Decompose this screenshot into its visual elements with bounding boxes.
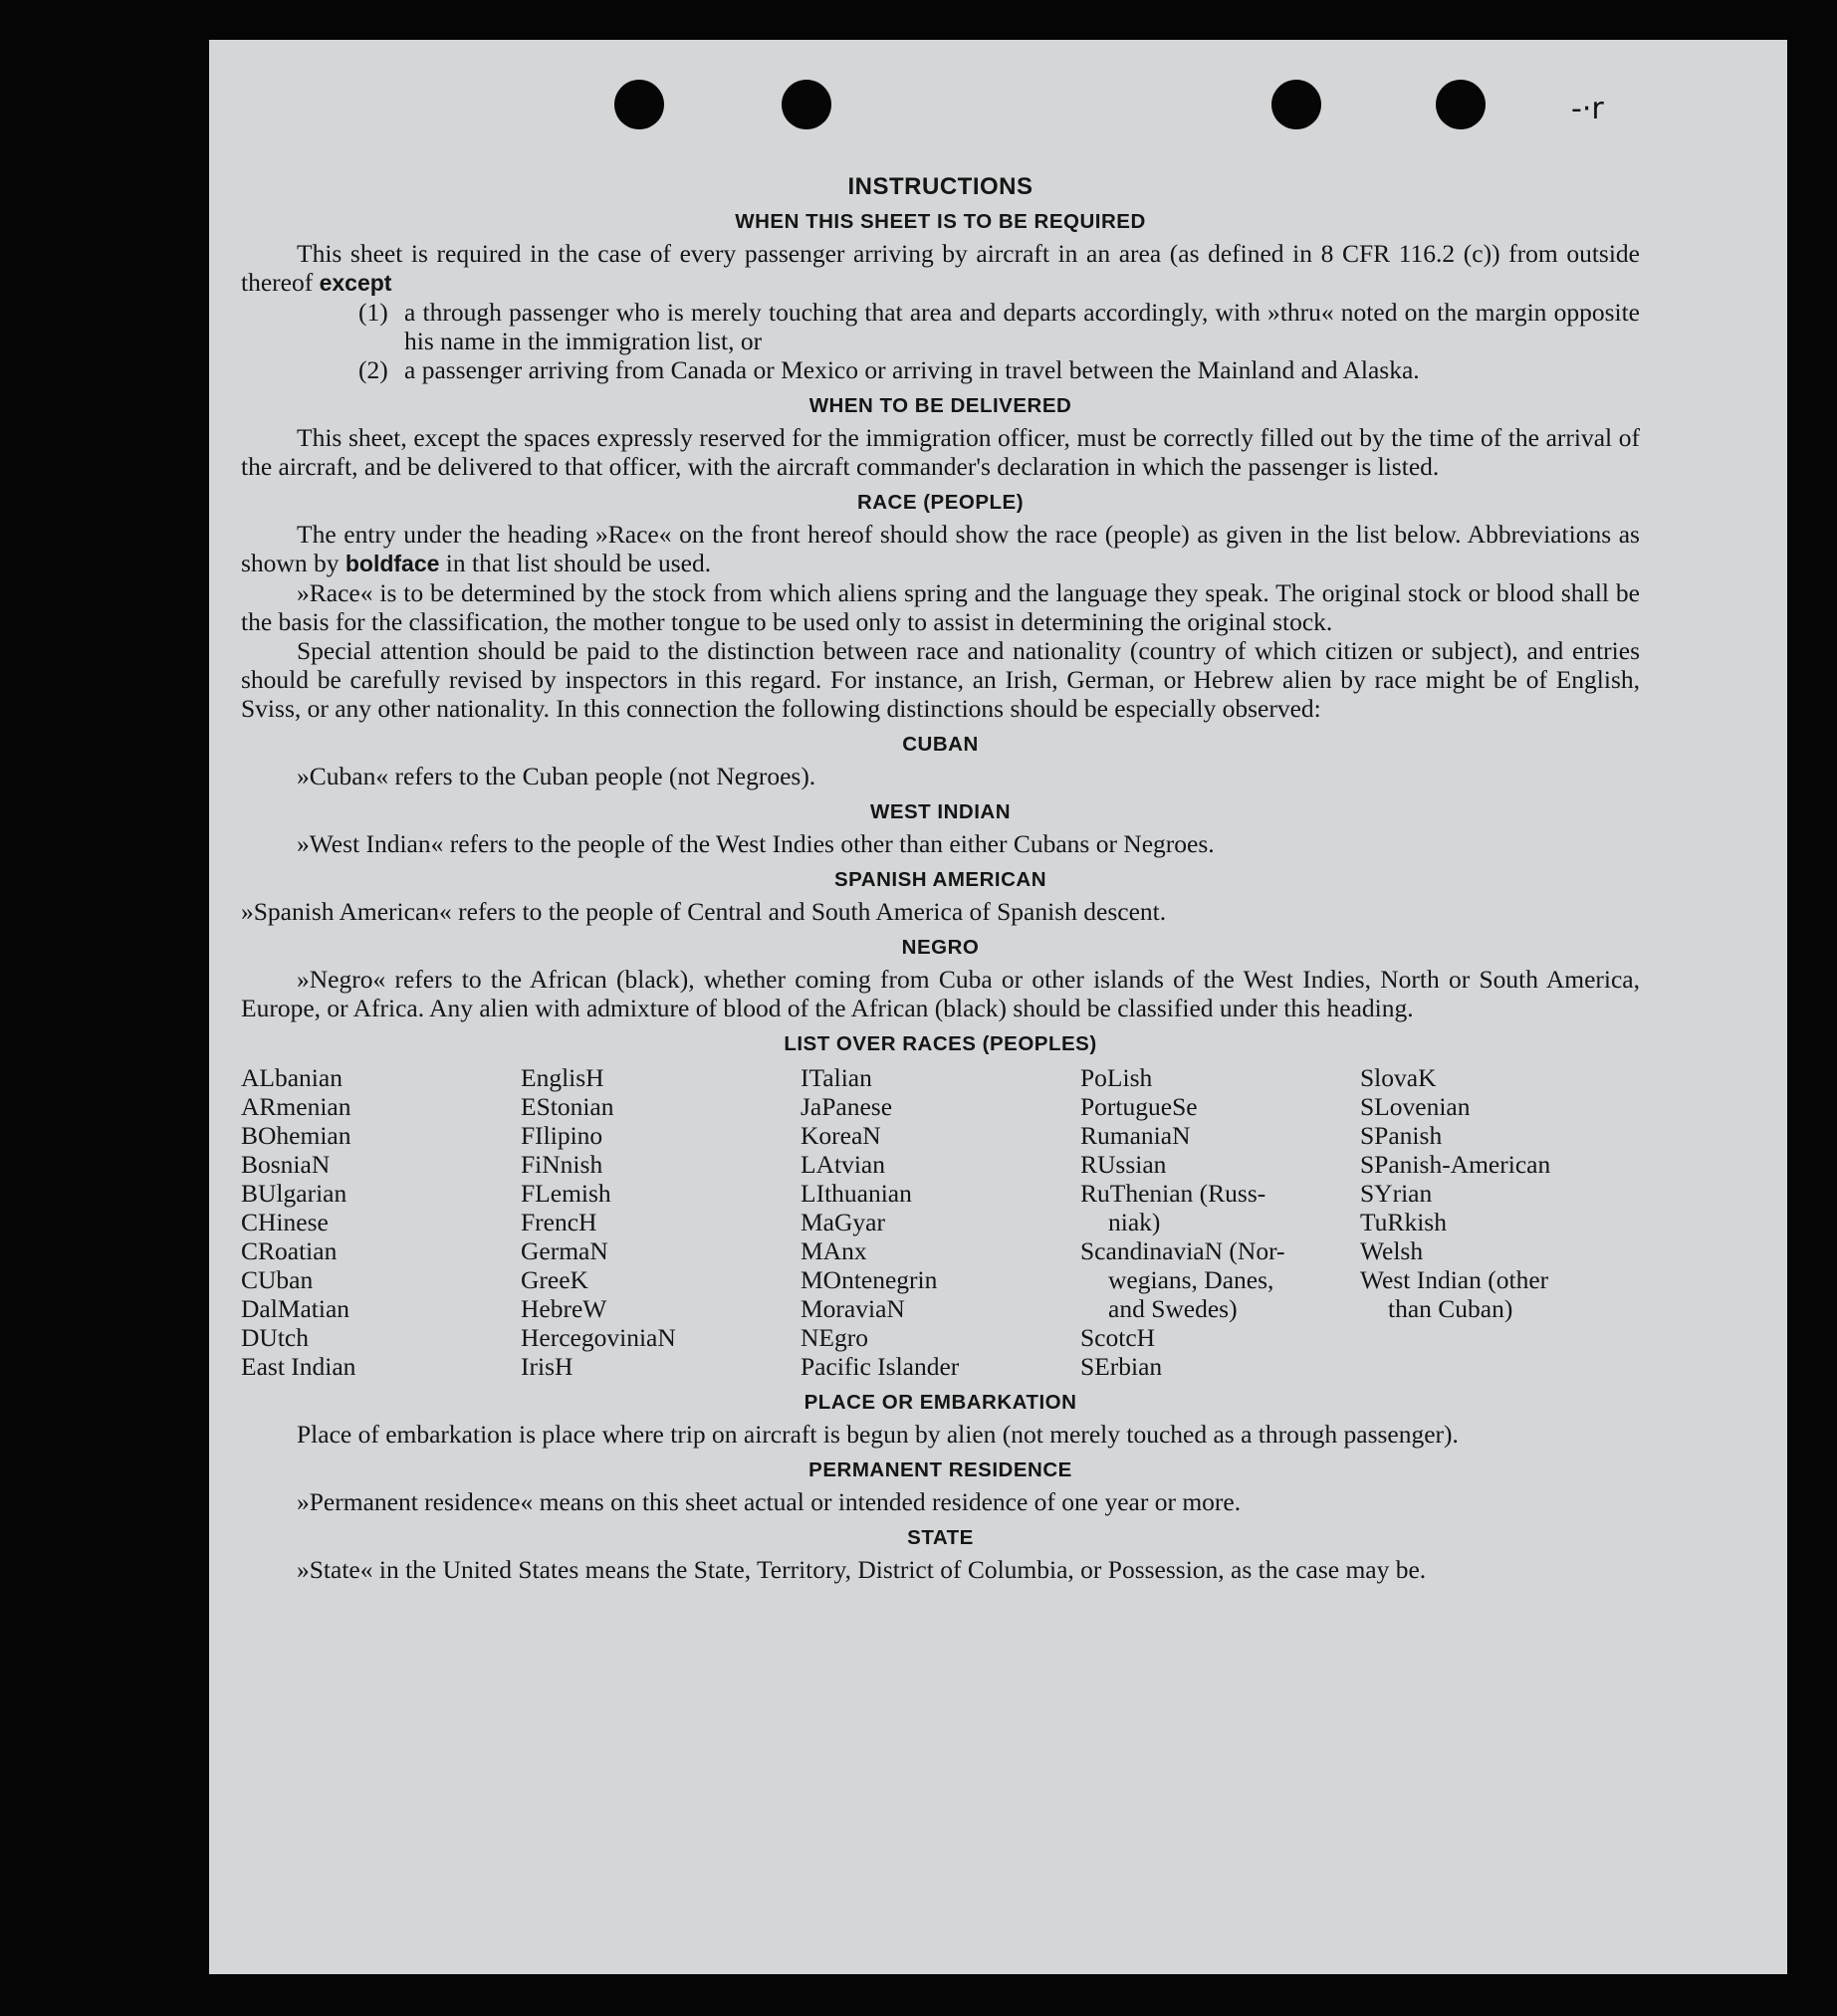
race-entry: BOhemian	[241, 1121, 351, 1150]
race-entry: SLovenian	[1360, 1092, 1471, 1121]
paragraph-state: »State« in the United States means the State, Territory, District of Columbia, or Possession, as the case may be.	[297, 1555, 1427, 1584]
race-entry: FLemish	[521, 1179, 611, 1208]
race-column-4	[1080, 1063, 1360, 1381]
race-entry: IrisH	[521, 1352, 574, 1381]
page-title: INSTRUCTIONS	[847, 173, 1033, 200]
race-entry: BosniaN	[241, 1150, 331, 1179]
race-list	[241, 1063, 1640, 1381]
race-column-2	[521, 1063, 801, 1381]
race-entry: FIlipino	[521, 1121, 603, 1150]
paragraph-permanent-residence: »Permanent residence« means on this sheet actual or intended residence of one year or more.	[297, 1487, 1242, 1516]
race-entry: ITalian	[801, 1063, 872, 1092]
paragraph-race-stock: »Race« is to be determined by the stock from which aliens spring and the language they speak. The original stock or blood shall be the basis for the classification, the mother tongue to be used only to assist in determining the original stock.	[241, 578, 1640, 636]
race-entry: CUban	[241, 1265, 314, 1294]
race-entry: West Indian (other	[1360, 1265, 1549, 1294]
paragraph-negro: »Negro« refers to the African (black), whether coming from Cuba or other islands of the West Indies, North or South America, Europe, or Africa. Any alien with admixture of blood of the African (black) should be classified under this heading.	[241, 965, 1640, 1022]
race-entry: JaPanese	[801, 1092, 893, 1121]
list-item	[358, 298, 1640, 355]
punch-hole	[1271, 80, 1321, 129]
race-entry: RuThenian (Russ-	[1080, 1179, 1266, 1208]
race-entry: SPanish	[1360, 1121, 1443, 1150]
heading-spanish-american: SPANISH AMERICAN	[833, 868, 1046, 891]
paragraph-embarkation: Place of embarkation is place where trip on aircraft is begun by alien (not merely touched as a through passenger).	[297, 1420, 1459, 1449]
race-entry: SErbian	[1080, 1352, 1163, 1381]
race-entry: CRoatian	[241, 1236, 338, 1265]
list-item	[358, 355, 1640, 384]
item-number: (1)	[358, 298, 388, 327]
race-entry-continuation: and Swedes)	[1108, 1294, 1238, 1323]
instruction-sheet	[209, 40, 1787, 1974]
race-entry: PoLish	[1080, 1063, 1153, 1092]
race-entry: GreeK	[521, 1265, 588, 1294]
heading-when-required: WHEN THIS SHEET IS TO BE REQUIRED	[735, 210, 1146, 233]
heading-cuban: CUBAN	[902, 733, 979, 756]
race-entry: SlovaK	[1360, 1063, 1437, 1092]
race-entry: SYrian	[1360, 1179, 1433, 1208]
race-entry: Pacific Islander	[801, 1352, 960, 1381]
punch-hole	[782, 80, 831, 129]
race-entry: TuRkish	[1360, 1208, 1447, 1236]
race-entry: FiNnish	[521, 1150, 603, 1179]
item-number: (2)	[358, 355, 388, 384]
race-entry: Welsh	[1360, 1236, 1424, 1265]
instructions-text	[241, 174, 1640, 1584]
race-entry-boldface: boldface	[344, 551, 440, 576]
race-entry-continuation: than Cuban)	[1388, 1294, 1513, 1323]
paragraph-cuban: »Cuban« refers to the Cuban people (not Negroes).	[297, 762, 816, 790]
heading-state: STATE	[907, 1526, 974, 1549]
race-entry: MoraviaN	[801, 1294, 905, 1323]
race-entry: KoreaN	[801, 1121, 881, 1150]
race-entry: PortugueSe	[1080, 1092, 1198, 1121]
race-entry: GermaN	[521, 1236, 608, 1265]
race-column-3	[801, 1063, 1080, 1381]
paragraph-requirement	[241, 239, 1640, 298]
race-entry: ScandinaviaN (Nor-	[1080, 1236, 1285, 1265]
race-entry: RumaniaN	[1080, 1121, 1191, 1150]
item-text: a through passenger who is merely touching that area and departs accordingly, with »thru« noted on the margin opposite his name in the immigration list, or	[404, 298, 1640, 355]
race-entry: LIthuanian	[801, 1179, 912, 1208]
heading-embarkation: PLACE OR EMBARKATION	[804, 1391, 1077, 1414]
requirement-text: This sheet is required in the case of every passenger arriving by aircraft in an area (as defined in 8 CFR 116.2 (c)) from outside thereof	[241, 239, 1640, 297]
paragraph-delivery: This sheet, except the spaces expressly reserved for the immigration officer, must be correctly filled out by the time of the arrival of the aircraft, and be delivered to that officer, with the aircraft commander's declaration in which the passenger is listed.	[241, 423, 1640, 481]
handwritten-margin-mark: -·r	[1571, 92, 1604, 126]
race-entry: EnglisH	[521, 1063, 604, 1092]
race-column-1	[241, 1063, 521, 1381]
race-entry: LAtvian	[801, 1150, 885, 1179]
heading-when-delivered: WHEN TO BE DELIVERED	[808, 394, 1072, 417]
race-entry: EStonian	[521, 1092, 614, 1121]
race-entry-continuation: wegians, Danes,	[1108, 1265, 1274, 1294]
race-entry: HercegoviniaN	[521, 1323, 676, 1352]
race-entry: East Indian	[241, 1352, 356, 1381]
paragraph-spanish-american: »Spanish American« refers to the people of Central and South America of Spanish descent.	[241, 897, 1167, 926]
race-entry-text: The entry under the heading »Race« on the front hereof should show the race (people) as given in the list below. Abbreviations as shown by	[241, 520, 1640, 577]
item-text: a passenger arriving from Canada or Mexico or arriving in travel between the Mainland and Alaska.	[404, 355, 1420, 384]
race-entry: SPanish-American	[1360, 1150, 1551, 1179]
race-entry: HebreW	[521, 1294, 607, 1323]
race-entry: CHinese	[241, 1208, 329, 1236]
heading-west-indian: WEST INDIAN	[869, 800, 1012, 823]
race-entry: MOntenegrin	[801, 1265, 938, 1294]
requirement-except: except	[319, 270, 392, 296]
heading-race-list: LIST OVER RACES (PEOPLES)	[784, 1032, 1097, 1055]
race-column-5	[1360, 1063, 1640, 1381]
punch-hole	[614, 80, 664, 129]
race-entry: FrencH	[521, 1208, 597, 1236]
race-entry: ScotcH	[1080, 1323, 1156, 1352]
race-entry: ARmenian	[241, 1092, 351, 1121]
race-entry: RUssian	[1080, 1150, 1167, 1179]
paragraph-west-indian: »West Indian« refers to the people of the West Indies other than either Cubans or Negroes.	[297, 829, 1215, 858]
heading-race: RACE (PEOPLE)	[856, 491, 1025, 514]
race-entry: DUtch	[241, 1323, 309, 1352]
race-entry: NEgro	[801, 1323, 868, 1352]
paragraph-race-entry	[241, 520, 1640, 578]
race-entry: BUlgarian	[241, 1179, 347, 1208]
race-entry: DalMatian	[241, 1294, 350, 1323]
race-entry: MaGyar	[801, 1208, 885, 1236]
race-entry: ALbanian	[241, 1063, 343, 1092]
heading-permanent-residence: PERMANENT RESIDENCE	[808, 1458, 1072, 1481]
race-entry: MAnx	[801, 1236, 867, 1265]
heading-negro: NEGRO	[901, 936, 980, 959]
race-entry-text-end: in that list should be used.	[445, 549, 712, 577]
paragraph-race-nationality: Special attention should be paid to the distinction between race and nationality (country of which citizen or subject), and entries should be carefully revised by inspectors in this regard. For instance, an Irish, German, or Hebrew alien by race might be of English, Sviss, or any other nationality. In this connection the following distinctions should be especially observed:	[241, 636, 1640, 723]
punch-hole	[1436, 80, 1486, 129]
race-entry-continuation: niak)	[1108, 1208, 1161, 1236]
